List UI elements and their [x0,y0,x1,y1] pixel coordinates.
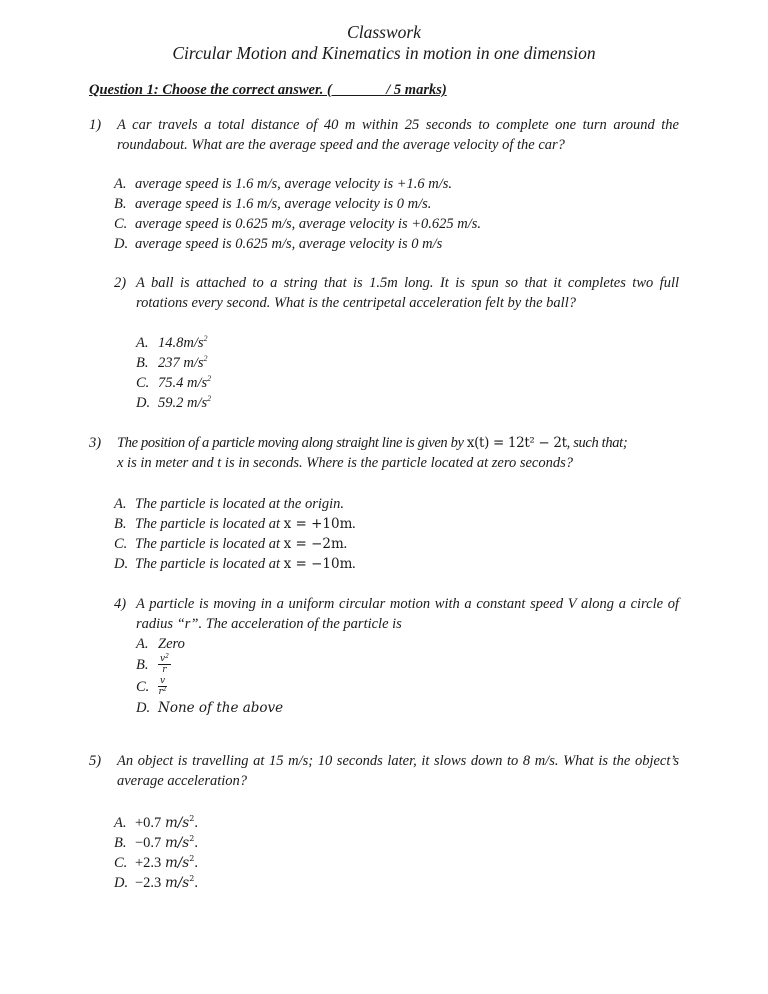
option-a[interactable] [136,333,436,353]
option-label: C. [136,375,150,391]
option-suffix: . [194,815,198,831]
option-a[interactable] [114,494,514,514]
question-text-line2: x is in meter and t is in seconds. Where is the particle located at zero seconds? [117,455,573,471]
option-label: D. [114,556,129,572]
exponent: 2 [189,834,195,843]
denominator-exponent: 2 [162,686,167,694]
numerator: v [160,654,166,665]
document-subtitle: Circular Motion and Kinematics in motion in one dimension [172,43,596,63]
option-text: None of the above [158,700,284,716]
option-suffix: . [194,855,198,871]
option-c[interactable] [136,373,436,393]
question-5 [89,751,679,793]
option-d[interactable] [114,873,414,893]
option-text: The particle is located at [135,556,280,572]
option-c[interactable] [136,676,436,698]
denominator: r [158,687,163,698]
option-text: 75.4 m/s [158,375,208,391]
option-text: 14.8m/s [158,335,204,351]
exponent: 2 [203,354,208,363]
option-label: A. [114,815,127,831]
option-unit: m/s [164,875,190,891]
option-d[interactable] [114,234,674,254]
option-b[interactable] [114,194,674,214]
option-label: B. [136,657,149,673]
option-text: average speed is 0.625 m/s, average velocity is +0.625 m/s. [135,216,482,232]
option-text: Zero [158,636,185,652]
position-equation: x(t) = 12t² − 2t [466,435,567,451]
option-text: average speed is 0.625 m/s, average velocity is 0 m/s [135,236,443,252]
option-label: B. [114,196,127,212]
option-a[interactable] [114,174,674,194]
option-b[interactable] [114,833,414,853]
exponent: 2 [207,374,212,383]
option-suffix: . [343,536,348,552]
option-text: average speed is 1.6 m/s, average velocity is +1.6 m/s. [135,176,453,192]
option-value: +2.3 [135,855,162,871]
question-text-suffix: , such that; [566,435,628,451]
question-4-options [136,634,436,718]
option-d[interactable] [136,393,436,413]
question-number: 1) [89,117,102,133]
option-label: D. [136,395,151,411]
option-value: −2.3 [135,875,162,891]
option-label: A. [114,176,127,192]
option-unit: m/s [164,815,190,831]
question-text: A ball is attached to a string that is 1.5m long. It is spun so that it completes two full rotations every second. What is the centripetal acceleration felt by the ball? [136,275,679,311]
option-suffix: . [352,556,357,572]
option-d[interactable] [114,554,514,574]
option-math: x = +10m [283,516,353,532]
document-title: Classwork [347,22,421,42]
section-heading: Question 1: Choose the correct answer. ( / 5 marks) [89,82,447,98]
option-text: The particle is located at [135,536,280,552]
exponent: 2 [203,334,208,343]
option-text: The particle is located at the origin. [135,496,345,512]
option-unit: m/s [164,855,190,871]
option-a[interactable] [136,634,436,654]
option-label: A. [136,335,149,351]
option-label: A. [114,496,127,512]
option-c[interactable] [114,853,414,873]
option-b[interactable] [136,353,436,373]
question-1 [89,115,679,157]
option-suffix: . [194,835,198,851]
question-number: 3) [89,435,102,451]
option-unit: m/s [164,835,190,851]
option-text: 237 m/s [158,355,204,371]
denominator: r [162,665,167,676]
numerator-exponent: 2 [165,653,169,661]
option-label: C. [114,216,128,232]
numerator: v [160,676,166,687]
option-value: +0.7 [135,815,162,831]
option-a[interactable] [114,813,414,833]
option-label: B. [114,835,127,851]
question-text: A particle is moving in a uniform circular motion with a constant speed V along a circle of radius “r”. The acceleration of the particle is [136,596,679,632]
option-c[interactable] [114,534,514,554]
option-math: x = −10m [283,556,353,572]
question-3-options [114,494,514,574]
option-text: average speed is 1.6 m/s, average velocity is 0 m/s. [135,196,432,212]
option-suffix: . [352,516,357,532]
fraction-v-over-r-squared [158,676,167,697]
question-3 [89,433,689,475]
option-b[interactable] [136,654,436,676]
option-value: −0.7 [135,835,162,851]
option-label: D. [114,236,129,252]
question-2 [114,273,679,315]
question-5-options [114,813,414,893]
exponent: 2 [207,394,212,403]
fraction-v-squared-over-r [158,654,171,675]
option-c[interactable] [114,214,674,234]
question-number: 2) [114,275,127,291]
question-1-options [114,174,674,254]
option-label: D. [114,875,129,891]
option-label: B. [136,355,149,371]
option-label: A. [136,636,149,652]
option-text: The particle is located at [135,516,280,532]
question-text: The position of a particle moving along straight line is given by [117,435,464,451]
question-number: 4) [114,596,127,612]
option-suffix: . [194,875,198,891]
question-4 [114,594,679,636]
option-label: B. [114,516,127,532]
option-label: C. [114,855,128,871]
option-label: D. [136,700,151,716]
option-math: x = −2m [283,536,344,552]
exponent: 2 [189,874,195,883]
option-label: C. [114,536,128,552]
question-number: 5) [89,753,102,769]
question-text: A car travels a total distance of 40 m within 25 seconds to complete one turn around the roundabout. What are the average speed and the average velocity of the car? [117,117,679,153]
option-text: 59.2 m/s [158,395,208,411]
question-2-options [136,333,436,413]
option-d[interactable] [136,698,436,718]
question-text: An object is travelling at 15 m/s; 10 seconds later, it slows down to 8 m/s. What is the object’s average acceleration? [117,753,679,789]
option-b[interactable] [114,514,514,534]
exponent: 2 [189,854,195,863]
exponent: 2 [189,814,195,823]
option-label: C. [136,679,150,695]
